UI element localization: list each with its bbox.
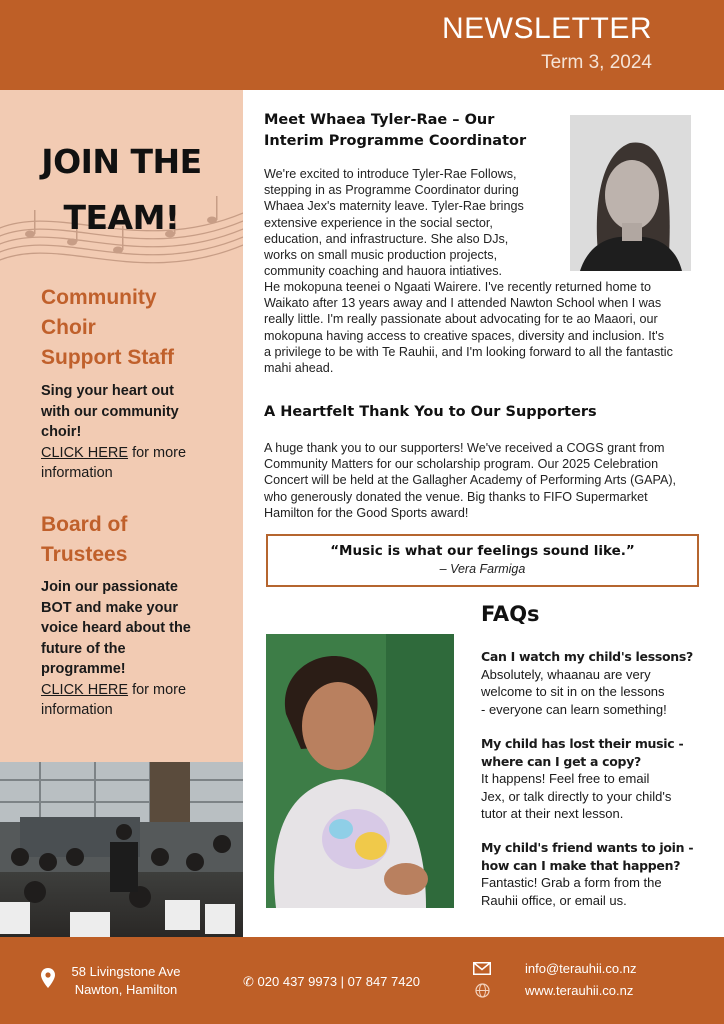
role-title-line: Trustees bbox=[41, 543, 128, 566]
phone-numbers bbox=[243, 974, 420, 990]
article1-line: extensive experience in the social sector, bbox=[264, 215, 493, 230]
article2-title: A Heartfelt Thank You to Our Supporters bbox=[264, 404, 597, 420]
address-line: 58 Livingstone Ave bbox=[71, 964, 181, 979]
article1-line: community coaching and hauora intiatives. bbox=[264, 264, 503, 279]
mail-icon bbox=[473, 962, 491, 975]
article1-line: He mokopuna teenei o Ngaati Wairere. I've recently returned home to bbox=[264, 280, 651, 294]
link-tail-text: for more bbox=[132, 681, 187, 698]
role-title-line: Support Staff bbox=[41, 346, 174, 369]
article1-line: education, and infrastructure. She also DJs, bbox=[264, 231, 509, 246]
quote-text: “Music is what our feelings sound like.” bbox=[330, 543, 635, 559]
article2-line: A huge thank you to our supporters! We've received a COGS grant from bbox=[264, 441, 665, 455]
article2-body bbox=[264, 440, 714, 521]
faq-answer-line: Absolutely, whaanau are very bbox=[481, 666, 651, 682]
article1-line: mahi ahead. bbox=[264, 361, 334, 376]
article1-intro bbox=[264, 166, 564, 279]
sidebar bbox=[0, 90, 243, 762]
info-text: information bbox=[41, 465, 113, 481]
faq-question: My child's friend wants to join - bbox=[481, 840, 694, 855]
faq-question: My child has lost their music - bbox=[481, 736, 684, 751]
article2-line: Concert will be held at the Gallagher Academy of Performing Arts (GAPA), bbox=[264, 473, 677, 488]
role-body-choir bbox=[41, 381, 226, 484]
quote-box bbox=[266, 534, 699, 587]
faq-item bbox=[481, 839, 706, 909]
faq-question: where can I get a copy? bbox=[481, 753, 642, 769]
faq-question: Can I watch my child's lessons? bbox=[481, 649, 693, 664]
article1-line: Waikato after 13 years away and I attended Nawton School when I was bbox=[264, 296, 662, 311]
article2-line: Community Matters for our scholarship program. Our 2025 Celebration bbox=[264, 457, 659, 472]
faq-answer-line: Rauhii office, or email us. bbox=[481, 892, 627, 908]
article1-line: really little. I'm really passionate about advocating for te ao Maaori, our bbox=[264, 312, 658, 327]
board-click-here-link[interactable]: CLICK HERE bbox=[41, 681, 129, 698]
article1-line: We're excited to introduce Tyler-Rae Follows, bbox=[264, 167, 517, 181]
child-illustration bbox=[266, 634, 454, 908]
role-title-line: Board of bbox=[41, 513, 128, 536]
join-team-heading bbox=[0, 134, 243, 246]
newsletter-title: NEWSLETTER bbox=[441, 12, 652, 45]
portrait-illustration bbox=[570, 115, 691, 271]
website-link[interactable]: www.terauhii.co.nz bbox=[525, 983, 634, 998]
join-team-line1: JOIN THE bbox=[41, 142, 202, 181]
article1-line: mokopuna having access to creative spaces, diversity and inclusion. It's bbox=[264, 328, 665, 343]
address bbox=[66, 963, 186, 999]
faq-item bbox=[481, 648, 706, 718]
term-label: Term 3, 2024 bbox=[541, 52, 652, 73]
role-title-line: Choir bbox=[41, 316, 96, 339]
orchestra-illustration bbox=[0, 762, 243, 937]
article1-line: works on small music production projects, bbox=[264, 248, 498, 263]
article1-body bbox=[264, 279, 714, 376]
phone-icon: ✆ bbox=[243, 974, 254, 989]
role-desc-line: choir! bbox=[41, 424, 82, 440]
article1-line: a privilege to be with Te Rauhii, and I'm looking forward to all the fantastic bbox=[264, 344, 673, 359]
coordinator-portrait bbox=[570, 115, 691, 271]
faq-question: how can I make that happen? bbox=[481, 857, 681, 873]
role-desc-line: Join our passionate bbox=[41, 579, 178, 595]
role-desc-line: programme! bbox=[41, 661, 126, 677]
choir-click-here-link[interactable]: CLICK HERE bbox=[41, 444, 129, 461]
article1-line: Whaea Jex's maternity leave. Tyler-Rae brings bbox=[264, 199, 524, 214]
faq-answer-line: - everyone can learn something! bbox=[481, 701, 667, 717]
role-desc-line: with our community bbox=[41, 403, 179, 420]
faq-answer-line: Fantastic! Grab a form from the bbox=[481, 875, 662, 890]
article1-line: stepping in as Programme Coordinator during bbox=[264, 183, 519, 198]
globe-icon bbox=[475, 983, 490, 998]
faq-item bbox=[481, 735, 706, 823]
role-desc-line: future of the bbox=[41, 640, 126, 657]
role-desc-line: voice heard about the bbox=[41, 620, 191, 636]
article1-title-line: Interim Programme Coordinator bbox=[264, 133, 527, 149]
child-photo bbox=[266, 634, 454, 908]
role-title-choir bbox=[41, 283, 231, 373]
role-title-line: Community bbox=[41, 286, 157, 309]
role-body-board bbox=[41, 577, 236, 721]
article2-line: Hamilton for the Good Sports award! bbox=[264, 505, 469, 520]
header-banner bbox=[0, 0, 724, 90]
role-desc-line: BOT and make your bbox=[41, 599, 178, 616]
article1-title bbox=[264, 110, 526, 152]
phone-text[interactable]: 020 437 9973 | 07 847 7420 bbox=[257, 974, 420, 989]
join-team-line2: TEAM! bbox=[63, 198, 180, 237]
orchestra-photo bbox=[0, 762, 243, 937]
faq-answer-line: It happens! Feel free to email bbox=[481, 771, 650, 786]
info-text: information bbox=[41, 702, 113, 718]
faq-answer-line: tutor at their next lesson. bbox=[481, 806, 624, 821]
link-tail-text: for more bbox=[132, 444, 187, 461]
footer bbox=[0, 937, 724, 1024]
address-line: Nawton, Hamilton bbox=[74, 982, 178, 997]
faq-answer-line: Jex, or talk directly to your child's bbox=[481, 788, 672, 804]
faq-answer-line: welcome to sit in on the lessons bbox=[481, 684, 665, 699]
article2-line: who generously donated the venue. Big thanks to FIFO Supermarket bbox=[264, 489, 648, 504]
location-pin-icon bbox=[41, 968, 55, 988]
faqs-heading: FAQs bbox=[481, 602, 540, 626]
role-title-board bbox=[41, 510, 231, 570]
email-link[interactable]: info@terauhii.co.nz bbox=[525, 961, 637, 976]
article1-title-line: Meet Whaea Tyler-Rae – Our bbox=[264, 112, 495, 128]
role-desc-line: Sing your heart out bbox=[41, 383, 174, 399]
quote-author: – Vera Farmiga bbox=[439, 562, 526, 576]
